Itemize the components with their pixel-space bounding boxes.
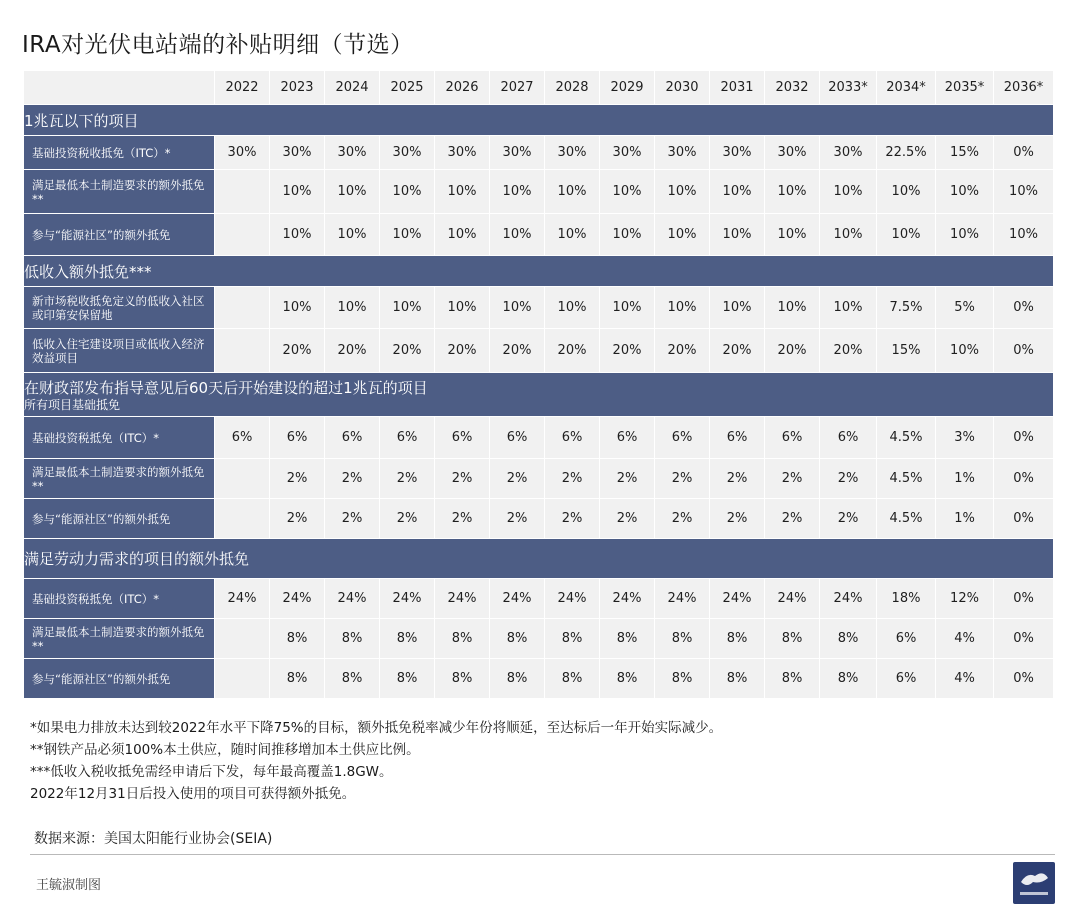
rate-cell: 24%	[490, 579, 545, 619]
year-header: 2027	[490, 71, 545, 105]
rate-cell: 10%	[600, 287, 655, 329]
section-title: 低收入额外抵免***	[24, 262, 152, 281]
rate-cell: 18%	[877, 579, 936, 619]
rate-cell: 6%	[655, 417, 710, 459]
rate-cell: 24%	[600, 579, 655, 619]
rate-cell: 8%	[655, 659, 710, 699]
rate-cell: 8%	[325, 619, 380, 659]
rate-cell: 30%	[215, 136, 270, 170]
rate-cell: 30%	[820, 136, 877, 170]
table-row	[24, 579, 1054, 619]
rate-cell: 30%	[380, 136, 435, 170]
row-label: 满足最低本土制造要求的额外抵免**	[24, 170, 215, 214]
corner-cell	[24, 71, 215, 105]
rate-cell: 10%	[435, 287, 490, 329]
rate-cell: 10%	[490, 170, 545, 214]
publisher-logo	[1013, 862, 1055, 904]
rate-cell: 30%	[435, 136, 490, 170]
rate-cell: 24%	[710, 579, 765, 619]
rate-cell: 10%	[545, 170, 600, 214]
rate-cell: 24%	[545, 579, 600, 619]
rate-cell: 6%	[545, 417, 600, 459]
row-label: 基础投资税抵免（ITC）*	[24, 579, 215, 619]
section-subtitle: 所有项目基础抵免	[24, 397, 121, 412]
rate-cell: 10%	[877, 170, 936, 214]
rate-cell: 8%	[380, 659, 435, 699]
rate-cell: 20%	[380, 329, 435, 373]
year-header: 2032	[765, 71, 820, 105]
rate-cell: 7.5%	[877, 287, 936, 329]
rate-cell: 24%	[270, 579, 325, 619]
rate-cell: 10%	[936, 214, 994, 256]
rate-cell: 10%	[936, 329, 994, 373]
rate-cell: 10%	[994, 170, 1054, 214]
rate-cell: 2%	[655, 499, 710, 539]
section-title: 1兆瓦以下的项目	[24, 111, 139, 130]
rate-cell: 8%	[325, 659, 380, 699]
rate-cell: 2%	[270, 499, 325, 539]
rate-cell: 2%	[600, 459, 655, 499]
year-header: 2023	[270, 71, 325, 105]
rate-cell: 8%	[545, 659, 600, 699]
rate-cell: 24%	[655, 579, 710, 619]
data-source: 数据来源：美国太阳能行业协会(SEIA)	[34, 831, 273, 847]
table-row	[24, 287, 1054, 329]
rate-cell: 2%	[435, 499, 490, 539]
rate-cell: 1%	[936, 499, 994, 539]
rate-cell: 8%	[655, 619, 710, 659]
rate-cell: 8%	[600, 619, 655, 659]
rate-cell: 30%	[600, 136, 655, 170]
rate-cell: 8%	[490, 619, 545, 659]
rate-cell: 6%	[765, 417, 820, 459]
year-header: 2033*	[820, 71, 877, 105]
rate-cell: 2%	[545, 499, 600, 539]
rate-cell: 6%	[877, 659, 936, 699]
row-label: 参与“能源社区”的额外抵免	[24, 214, 215, 256]
rate-cell: 4.5%	[877, 459, 936, 499]
rate-cell: 2%	[545, 459, 600, 499]
author-credit: 王毓淑制图	[36, 878, 102, 893]
rate-cell: 24%	[215, 579, 270, 619]
footnote: 2022年12月31日后投入使用的项目可获得额外抵免。	[30, 786, 356, 802]
rate-cell: 30%	[270, 136, 325, 170]
rate-cell: 8%	[710, 659, 765, 699]
year-header: 2036*	[994, 71, 1054, 105]
rate-cell	[215, 170, 270, 214]
year-header-row	[24, 71, 1054, 105]
rate-cell: 2%	[490, 459, 545, 499]
rate-cell: 22.5%	[877, 136, 936, 170]
year-header: 2028	[545, 71, 600, 105]
rate-cell: 6%	[877, 619, 936, 659]
rate-cell: 6%	[710, 417, 765, 459]
rate-cell: 10%	[600, 214, 655, 256]
rate-cell: 24%	[325, 579, 380, 619]
rate-cell: 10%	[380, 287, 435, 329]
rate-cell: 10%	[600, 170, 655, 214]
rate-cell: 10%	[545, 287, 600, 329]
rate-cell: 6%	[380, 417, 435, 459]
rate-cell	[215, 499, 270, 539]
rate-cell: 10%	[325, 287, 380, 329]
year-header: 2029	[600, 71, 655, 105]
rate-cell: 3%	[936, 417, 994, 459]
rate-cell: 24%	[435, 579, 490, 619]
rate-cell: 8%	[710, 619, 765, 659]
rate-cell: 10%	[270, 287, 325, 329]
rate-cell: 10%	[710, 287, 765, 329]
rate-cell: 8%	[270, 619, 325, 659]
year-header: 2030	[655, 71, 710, 105]
row-label: 参与“能源社区”的额外抵免	[24, 499, 215, 539]
rate-cell: 10%	[820, 170, 877, 214]
rate-cell: 20%	[765, 329, 820, 373]
rate-cell: 20%	[270, 329, 325, 373]
table-row	[24, 619, 1054, 659]
rate-cell	[215, 459, 270, 499]
rate-cell: 6%	[820, 417, 877, 459]
rate-cell: 10%	[710, 170, 765, 214]
table-row	[24, 499, 1054, 539]
rate-cell: 10%	[655, 287, 710, 329]
rate-cell: 24%	[380, 579, 435, 619]
rate-cell: 0%	[994, 579, 1054, 619]
table-row	[24, 170, 1054, 214]
rate-cell: 10%	[936, 170, 994, 214]
table-row	[24, 659, 1054, 699]
rate-cell: 24%	[765, 579, 820, 619]
rate-cell: 2%	[820, 459, 877, 499]
rate-cell: 10%	[820, 287, 877, 329]
rate-cell: 20%	[710, 329, 765, 373]
rate-cell: 2%	[710, 459, 765, 499]
rate-cell	[215, 619, 270, 659]
rate-cell: 10%	[877, 214, 936, 256]
table-row	[24, 136, 1054, 170]
year-header: 2034*	[877, 71, 936, 105]
year-header: 2025	[380, 71, 435, 105]
rate-cell: 8%	[600, 659, 655, 699]
rate-cell: 2%	[380, 459, 435, 499]
year-header: 2022	[215, 71, 270, 105]
rate-cell: 1%	[936, 459, 994, 499]
table-row	[24, 329, 1054, 373]
rate-cell: 2%	[600, 499, 655, 539]
year-header: 2031	[710, 71, 765, 105]
rate-cell: 30%	[710, 136, 765, 170]
rate-cell: 0%	[994, 659, 1054, 699]
rate-cell: 10%	[325, 170, 380, 214]
rate-cell: 20%	[600, 329, 655, 373]
rate-cell: 6%	[215, 417, 270, 459]
section-title: 在财政部发布指导意见后60天后开始建设的超过1兆瓦的项目	[24, 378, 428, 397]
rate-cell: 12%	[936, 579, 994, 619]
section-header	[24, 539, 1054, 579]
rate-cell	[215, 287, 270, 329]
rate-cell: 20%	[545, 329, 600, 373]
rate-cell: 20%	[435, 329, 490, 373]
rate-cell: 10%	[435, 170, 490, 214]
year-header: 2026	[435, 71, 490, 105]
section-title-cell	[24, 105, 1054, 136]
rate-cell: 10%	[655, 214, 710, 256]
subsidy-table	[23, 70, 1054, 699]
rate-cell: 2%	[655, 459, 710, 499]
rate-cell: 10%	[325, 214, 380, 256]
rate-cell: 10%	[270, 214, 325, 256]
rate-cell: 10%	[765, 214, 820, 256]
rate-cell: 6%	[600, 417, 655, 459]
rate-cell: 2%	[765, 499, 820, 539]
rate-cell: 10%	[490, 214, 545, 256]
rate-cell: 30%	[655, 136, 710, 170]
rate-cell: 6%	[270, 417, 325, 459]
rate-cell: 30%	[765, 136, 820, 170]
section-title-cell	[24, 539, 1054, 579]
rate-cell: 30%	[490, 136, 545, 170]
table-row	[24, 417, 1054, 459]
row-label: 新市场税收抵免定义的低收入社区或印第安保留地	[24, 287, 215, 329]
year-header: 2024	[325, 71, 380, 105]
rate-cell: 15%	[877, 329, 936, 373]
rate-cell: 0%	[994, 287, 1054, 329]
rate-cell: 0%	[994, 136, 1054, 170]
section-title-cell	[24, 256, 1054, 287]
rate-cell: 0%	[994, 417, 1054, 459]
rate-cell: 10%	[435, 214, 490, 256]
rate-cell: 10%	[765, 287, 820, 329]
rate-cell: 8%	[765, 619, 820, 659]
rate-cell: 8%	[435, 659, 490, 699]
rate-cell: 20%	[490, 329, 545, 373]
section-header	[24, 256, 1054, 287]
rate-cell: 4%	[936, 619, 994, 659]
rate-cell: 10%	[655, 170, 710, 214]
rate-cell: 20%	[655, 329, 710, 373]
section-header	[24, 373, 1054, 417]
rate-cell: 10%	[820, 214, 877, 256]
section-title-cell	[24, 373, 1054, 417]
rate-cell: 6%	[325, 417, 380, 459]
page-title: IRA对光伏电站端的补贴明细（节选）	[22, 32, 414, 58]
rate-cell: 24%	[820, 579, 877, 619]
rate-cell: 15%	[936, 136, 994, 170]
section-header	[24, 105, 1054, 136]
rate-cell	[215, 214, 270, 256]
footnote: *如果电力排放未达到较2022年水平下降75%的目标，额外抵免税率减少年份将顺延，至达标后一年开始实际减少。	[30, 720, 723, 736]
row-label: 参与“能源社区”的额外抵免	[24, 659, 215, 699]
rate-cell: 2%	[765, 459, 820, 499]
rate-cell: 8%	[490, 659, 545, 699]
rate-cell: 30%	[545, 136, 600, 170]
rate-cell: 10%	[380, 170, 435, 214]
rate-cell: 2%	[820, 499, 877, 539]
rate-cell: 0%	[994, 499, 1054, 539]
rate-cell: 8%	[765, 659, 820, 699]
footnotes	[30, 717, 722, 805]
rate-cell: 8%	[820, 659, 877, 699]
divider	[30, 854, 1055, 855]
section-title: 满足劳动力需求的项目的额外抵免	[24, 550, 250, 568]
rate-cell: 5%	[936, 287, 994, 329]
year-header: 2035*	[936, 71, 994, 105]
rate-cell: 2%	[270, 459, 325, 499]
rate-cell: 2%	[710, 499, 765, 539]
rate-cell: 2%	[490, 499, 545, 539]
rate-cell: 4.5%	[877, 417, 936, 459]
rate-cell: 0%	[994, 619, 1054, 659]
row-label: 满足最低本土制造要求的额外抵免**	[24, 459, 215, 499]
rate-cell: 2%	[380, 499, 435, 539]
rate-cell: 8%	[820, 619, 877, 659]
rate-cell	[215, 329, 270, 373]
rate-cell: 10%	[490, 287, 545, 329]
rate-cell: 10%	[710, 214, 765, 256]
table-row	[24, 459, 1054, 499]
row-label: 基础投资税收抵免（ITC）*	[24, 136, 215, 170]
rate-cell: 6%	[435, 417, 490, 459]
rate-cell: 20%	[820, 329, 877, 373]
row-label: 低收入住宅建设项目或低收入经济效益项目	[24, 329, 215, 373]
row-label: 基础投资税抵免（ITC）*	[24, 417, 215, 459]
rate-cell: 8%	[545, 619, 600, 659]
rate-cell: 4.5%	[877, 499, 936, 539]
rate-cell: 20%	[325, 329, 380, 373]
rate-cell: 8%	[270, 659, 325, 699]
rate-cell: 2%	[325, 459, 380, 499]
rate-cell: 2%	[435, 459, 490, 499]
rate-cell: 0%	[994, 329, 1054, 373]
rate-cell: 2%	[325, 499, 380, 539]
table-row	[24, 214, 1054, 256]
rate-cell	[215, 659, 270, 699]
rate-cell: 8%	[435, 619, 490, 659]
row-label: 满足最低本土制造要求的额外抵免**	[24, 619, 215, 659]
rate-cell: 10%	[545, 214, 600, 256]
footnote: **钢铁产品必须100%本土供应，随时间推移增加本土供应比例。	[30, 742, 420, 758]
rate-cell: 10%	[765, 170, 820, 214]
rate-cell: 0%	[994, 459, 1054, 499]
rate-cell: 10%	[994, 214, 1054, 256]
rate-cell: 30%	[325, 136, 380, 170]
footnote: ***低收入税收抵免需经申请后下发，每年最高覆盖1.8GW。	[30, 764, 393, 780]
rate-cell: 8%	[380, 619, 435, 659]
rate-cell: 10%	[380, 214, 435, 256]
rate-cell: 6%	[490, 417, 545, 459]
rate-cell: 4%	[936, 659, 994, 699]
rate-cell: 10%	[270, 170, 325, 214]
